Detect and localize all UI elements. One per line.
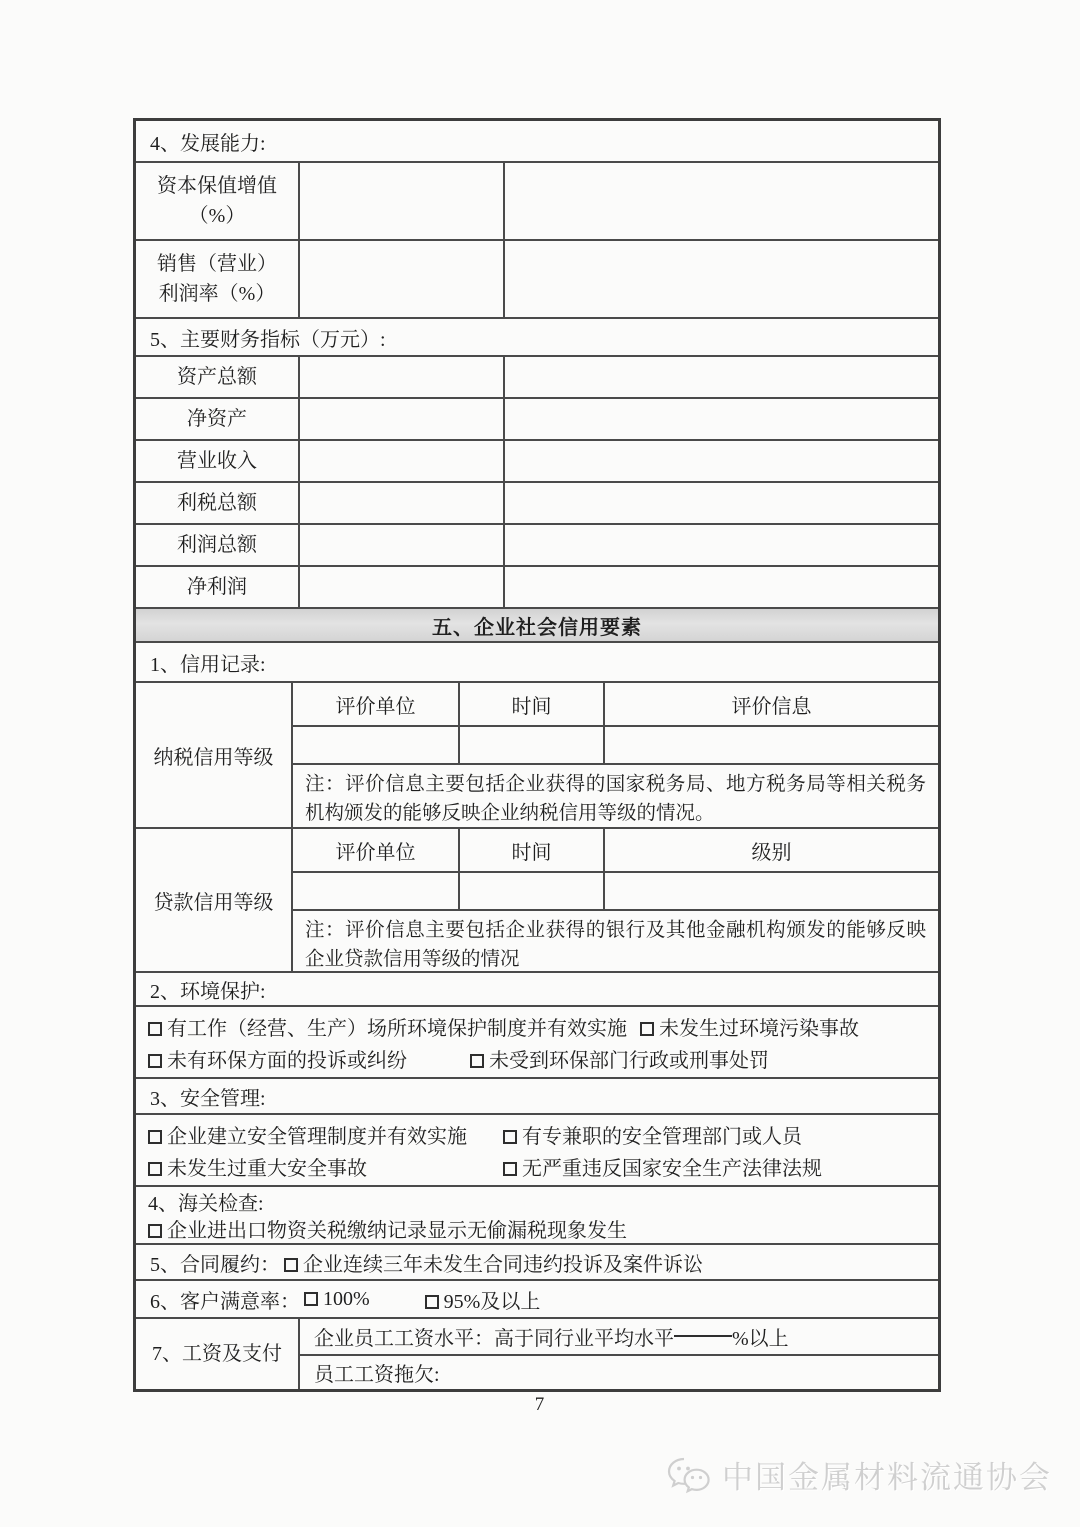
row-label-line1: 资本保值增值 [157,175,277,197]
tax-credit-rating-block [136,681,938,827]
option-label: 企业建立安全管理制度并有效实施 [167,1126,467,1148]
checkbox-option [425,1285,541,1314]
checkbox-icon [148,1224,162,1238]
table-row-operating-revenue [136,439,938,481]
empty-cell [298,483,503,523]
empty-cell [503,241,938,317]
page-number: 7 [534,1394,546,1415]
section-title-text: 3、安全管理: [150,1087,266,1110]
wage-level-prefix: 企业员工工资水平：高于同行业平均水平 [314,1327,674,1350]
checkbox-icon [503,1130,517,1144]
empty-cell [298,567,503,607]
empty-cell [603,727,938,763]
loan-credit-note: 注：评价信息主要包括企业获得的银行及其他金融机构颁发的能够反映企业贷款信用等级的情况 [293,909,938,971]
option-label: 未发生过重大安全事故 [167,1158,367,1180]
wage-level-suffix: %以上 [732,1327,789,1350]
row-label-line2: （%） [188,205,246,227]
section-title-text: 4、发展能力: [150,132,266,155]
row-label [136,163,298,239]
option-label: 企业进出口物资关税缴纳记录显示无偷漏税现象发生 [167,1220,627,1242]
environment-section-title [136,971,938,1005]
option-label: 无严重违反国家安全生产法律法规 [522,1158,822,1180]
development-section-title [136,121,938,161]
option-label: 有工作（经营、生产）场所环境保护制度并有效实施 [167,1018,627,1040]
checkbox-option [148,1013,640,1045]
empty-cell [503,399,938,439]
table-row-total-assets [136,355,938,397]
loan-credit-subtable [291,829,938,971]
checkbox-option [640,1013,859,1045]
empty-cell [503,567,938,607]
row-label: 资产总额 [177,366,257,388]
column-header: 评价单位 [335,841,416,864]
checkbox-option [503,1153,822,1185]
row-label: 纳税信用等级 [153,746,274,769]
contract-title: 5、合同履约： [150,1253,280,1276]
subtable-empty-row [293,871,938,909]
column-header: 评价单位 [335,695,416,718]
checkbox-icon [148,1130,162,1144]
section-title-text: 5、主要财务指标（万元）: [150,328,386,351]
option-line [148,1153,926,1185]
checkbox-option [148,1218,926,1245]
row-label-line2: 利润率（%） [158,283,276,305]
empty-cell [458,873,603,909]
wages-subtable [298,1319,938,1389]
row-label: 7、工资及支付 [152,1343,282,1365]
checkbox-icon [148,1054,162,1068]
row-label: 营业收入 [177,450,257,472]
empty-cell [503,357,938,397]
safety-options [136,1113,938,1185]
section-header-text: 五、企业社会信用要素 [432,616,642,639]
column-header: 时间 [458,683,603,725]
row-label: 净利润 [187,576,247,598]
wage-arrears-row [300,1354,938,1389]
satisfaction-title: 6、客户满意率： [150,1290,300,1313]
checkbox-option [304,1288,370,1311]
subtable-empty-row [293,725,938,763]
form-table [133,118,941,1392]
empty-cell [298,241,503,317]
option-label: 95%及以上 [443,1290,541,1313]
tax-credit-note: 注：评价信息主要包括企业获得的国家税务局、地方税务局等相关税务机构颁发的能够反映企业纳税信用等级的情况。 [293,763,938,827]
customs-title: 4、海关检查: [148,1193,264,1215]
row-label-line1: 销售（营业） [157,253,277,275]
column-header: 时间 [458,829,603,871]
watermark [666,1452,1052,1497]
table-row-net-assets [136,397,938,439]
checkbox-option [503,1121,802,1153]
option-label: 未发生过环境污染事故 [659,1018,859,1040]
checkbox-option [148,1153,503,1185]
row-label: 贷款信用等级 [153,891,274,914]
checkbox-icon [470,1054,484,1068]
wage-level-row [300,1319,938,1354]
column-header: 级别 [603,829,938,871]
empty-cell [458,727,603,763]
tax-credit-subtable [291,683,938,827]
empty-cell [298,357,503,397]
wechat-icon [666,1455,712,1495]
section-title-text: 2、环境保护: [150,980,266,1003]
table-row-total-profit [136,523,938,565]
row-label: 净资产 [187,408,247,430]
row-label: 利税总额 [177,492,257,514]
fill-in-blank [674,1335,732,1337]
empty-cell [298,163,503,239]
financial-section-title [136,317,938,355]
table-row-profit-tax-total [136,481,938,523]
checkbox-icon [640,1022,654,1036]
row-label: 利润总额 [177,534,257,556]
empty-cell [503,441,938,481]
wages-section [136,1317,938,1389]
customs-section [136,1185,938,1243]
empty-cell [503,163,938,239]
empty-cell [503,525,938,565]
checkbox-icon [148,1022,162,1036]
credit-record-title [136,641,938,681]
checkbox-option [470,1045,769,1077]
row-label [136,241,298,317]
empty-cell [298,399,503,439]
checkbox-icon [503,1162,517,1176]
table-row-capital-preservation [136,161,938,239]
contract-section [136,1243,938,1279]
watermark-text: 中国金属材料流通协会 [722,1460,1052,1495]
subtable-header-row [293,683,938,725]
checkbox-icon [284,1258,298,1272]
section-header-social-credit [136,607,938,641]
table-row-net-profit [136,565,938,607]
checkbox-option [284,1248,703,1277]
environment-options [136,1005,938,1077]
checkbox-option [148,1121,503,1153]
checkbox-option [148,1045,470,1077]
checkbox-icon [425,1295,439,1309]
checkbox-icon [304,1292,318,1306]
option-line [148,1045,926,1077]
empty-cell [293,727,458,763]
option-label: 未有环保方面的投诉或纠纷 [167,1050,407,1072]
column-header: 评价信息 [603,683,938,725]
loan-credit-rating-block [136,827,938,971]
checkbox-icon [148,1162,162,1176]
empty-cell [298,441,503,481]
subtable-header-row [293,829,938,871]
wage-arrears-label: 员工工资拖欠: [314,1363,440,1386]
option-label: 企业连续三年未发生合同违约投诉及案件诉讼 [303,1253,703,1276]
empty-cell [603,873,938,909]
safety-section-title [136,1077,938,1113]
option-line [148,1121,926,1153]
option-label: 100% [323,1287,370,1310]
empty-cell [298,525,503,565]
empty-cell [503,483,938,523]
option-label: 有专兼职的安全管理部门或人员 [522,1126,802,1148]
empty-cell [293,873,458,909]
table-row-sales-profit-rate [136,239,938,317]
section-title-text: 1、信用记录: [150,653,266,676]
option-line [148,1013,926,1045]
satisfaction-section [136,1279,938,1317]
option-label: 未受到环保部门行政或刑事处罚 [489,1050,769,1072]
